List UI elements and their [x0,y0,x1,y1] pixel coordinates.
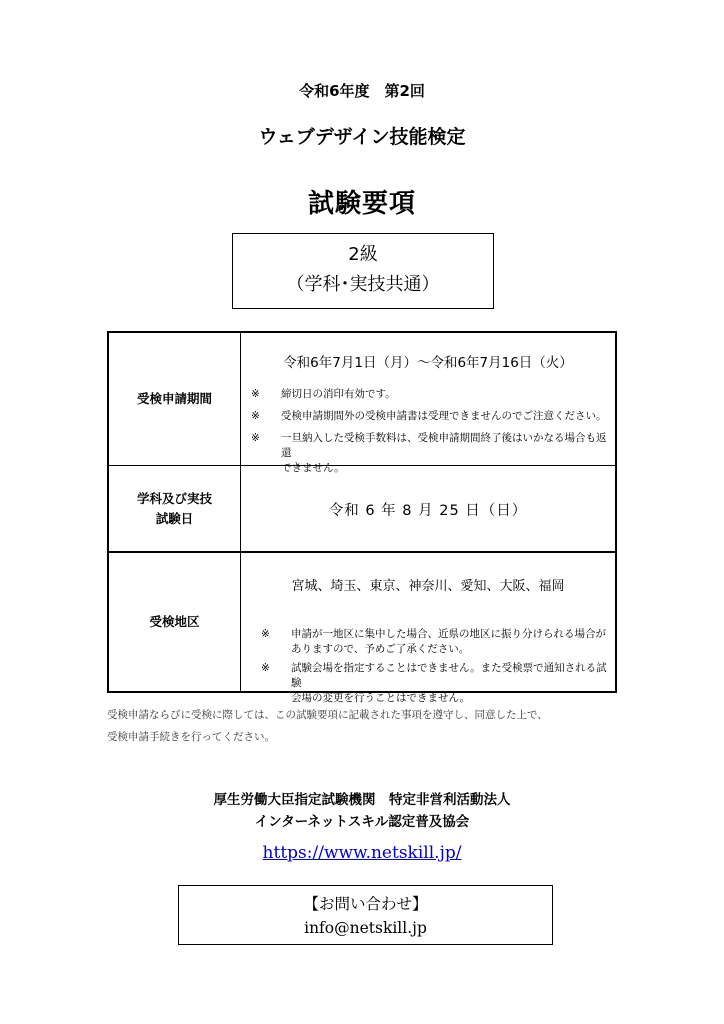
regions-label: 受検地区 [109,553,241,691]
exam-date-value: 令和 6 年 8 月 25 日（日） [328,503,528,519]
agreement-note-line2: 受検申請手続きを行ってください。 [107,731,275,743]
table-row-regions [109,553,615,704]
regions-list: 宮城、埼玉、東京、神奈川、愛知、大阪、福岡 [291,579,565,594]
note-mark: ※ [251,388,260,400]
note-mark: ※ [261,628,270,640]
exam-date-label [109,466,241,551]
website-link[interactable]: https://www.netskill.jp/ [262,843,462,863]
contact-email[interactable]: info@netskill.jp [304,919,427,937]
page-title: 試験要項 [307,189,416,219]
note-text: 締切日の消印有効です。 [281,388,396,400]
exam-date-label-line2: 試験日 [155,510,194,526]
grade-box [232,233,494,309]
table-row-application-period [109,333,615,474]
note-text: 受検申請期間外の受検申請書は受理できませんのでご注意ください。 [281,410,607,422]
regions-content [241,553,615,704]
application-period-dates: 令和6年7月1日（月）～令和6年7月16日（火） [283,355,573,371]
table-row-exam-date [109,466,615,553]
exam-info-table [107,331,617,704]
organization-authority: 厚生労働大臣指定試験機関 特定非営利活動法人 [213,792,511,808]
note-text-line: 申請が一地区に集中した場合、近県の地区に振り分けられる場合が [291,628,606,640]
note-text-line: できません。 [281,462,345,474]
grade-level: 2級 [348,244,378,265]
note-mark: ※ [251,410,260,422]
note-text-block [291,627,606,657]
note-text-line: 試験会場を指定することはできません。また受検票で通知される試験 [291,662,607,689]
note-text-block [291,661,611,706]
exam-date-content [241,466,615,551]
note-text-line: 一旦納入した受検手数料は、受検申請期間終了後はいかなる場合も返還 [281,432,607,459]
agreement-note [107,704,627,748]
grade-scope: （学科･実技共通） [286,274,440,295]
application-period-content [241,333,615,474]
note-mark: ※ [251,432,260,444]
organization-name: インターネットスキル認定普及協会 [254,814,470,830]
note-mark: ※ [261,662,270,674]
note-text-line: 会場の変更を行うことはできません。 [291,692,471,704]
agreement-note-line1: 受検申請ならびに受検に際しては、この試験要項に記載された事項を遵守し、同意した上で、 [107,709,548,721]
exam-date-label-line1: 学科及び実技 [136,490,212,506]
application-period-label: 受検申請期間 [109,333,241,465]
note-text-line: ありますので、予めご了承ください。 [291,643,470,655]
exam-name: ウェブデザイン技能検定 [258,126,466,148]
contact-heading: 【お問い合わせ】 [303,895,428,913]
exam-session: 令和6年度 第2回 [299,82,425,100]
contact-box [178,885,553,945]
